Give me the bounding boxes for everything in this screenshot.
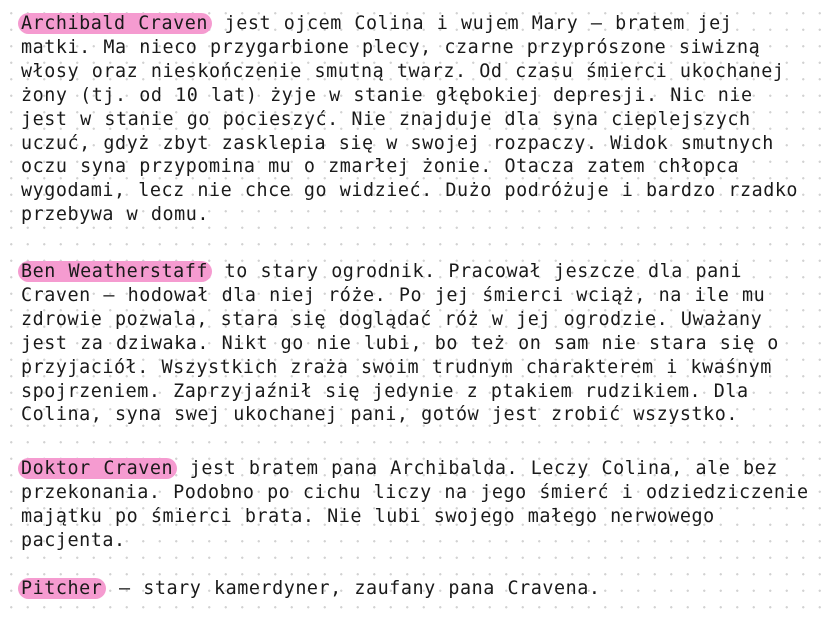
character-description: jest bratem pana Archibalda. Leczy Colina, ale bez przekonania. Podobno po cichu liczy na jego śmierć i odziedziczenie majątku po śmierci brata. Nie lubi swojego małego nerwowego pacjenta.: [21, 458, 809, 551]
character-description: jest ojcem Colina i wujem Mary – bratem jej matki. Ma nieco przygarbione plecy, czarne przyprószone siwizną włosy oraz nieskończenie smutną twarz. Od czasu śmierci ukochanej żony (tj. od 10 lat) żyje w stanie głębokiej depresji. Nic nie jest w stanie go pocieszyć. Nie znajduje dla syna cieplejszych uczuć, gdyż zbyt zasklepia się w swojej rozpaczy. Widok smutnych oczu syna przypomina mu o zmarłej żonie. Otacza zatem chłopca wygodami, lecz nie chce go widzieć. Dużo podróżuje i bardzo rzadko przebywa w domu.: [21, 13, 799, 226]
character-name-highlight: Doktor Craven: [18, 458, 177, 479]
character-name-highlight: Pitcher: [18, 578, 106, 599]
character-paragraph: [21, 577, 811, 601]
character-description: – stary kamerdyner, zaufany pana Cravena.: [106, 578, 601, 599]
character-description: to stary ogrodnik. Pracował jeszcze dla pani Craven – hodował dla niej róże. Po jej śmierci wciąż, na ile mu zdrowie pozwala, stara się doglądać róż w jej ogrodzie. Uważany jest za dziwaka. Nikt go nie lubi, bo też on sam nie stara się o przyjaciół. Wszystkich zraża swoim trudnym charakterem i kwaśnym spojrzeniem. Zaprzyjaźnił się jedynie z ptakiem rudzikiem. Dla Colina, syna swej ukochanej pani, gotów jest zrobić wszystko.: [21, 261, 779, 426]
character-paragraph: [21, 457, 811, 553]
character-paragraph: [21, 260, 811, 427]
character-name-highlight: Ben Weatherstaff: [18, 261, 212, 282]
character-paragraph: [21, 12, 811, 227]
character-name-highlight: Archibald Craven: [18, 13, 212, 34]
